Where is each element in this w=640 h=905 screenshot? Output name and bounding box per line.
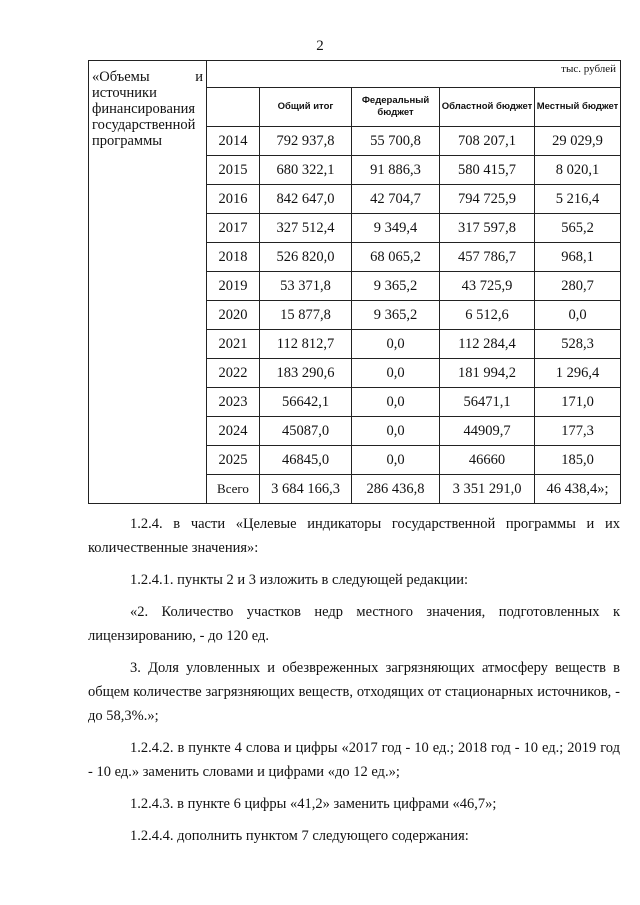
financing-table bbox=[88, 60, 621, 504]
federal-cell: 91 886,3 bbox=[352, 156, 440, 185]
total-cell: 46845,0 bbox=[260, 446, 352, 475]
total-cell: 327 512,4 bbox=[260, 214, 352, 243]
regional-cell: 112 284,4 bbox=[440, 330, 535, 359]
paragraph-1-2-4-1: 1.2.4.1. пункты 2 и 3 изложить в следующей редакции: bbox=[130, 572, 469, 588]
total-cell: 45087,0 bbox=[260, 417, 352, 446]
year-cell: 2020 bbox=[207, 301, 260, 330]
year-cell: 2022 bbox=[207, 359, 260, 388]
lead-label-first-tail: и bbox=[195, 69, 203, 85]
year-cell: 2025 bbox=[207, 446, 260, 475]
year-cell: 2018 bbox=[207, 243, 260, 272]
total-cell: 15 877,8 bbox=[260, 301, 352, 330]
total-cell: 526 820,0 bbox=[260, 243, 352, 272]
local-cell: 8 020,1 bbox=[535, 156, 621, 185]
total-cell: 53 371,8 bbox=[260, 272, 352, 301]
regional-cell: 181 994,2 bbox=[440, 359, 535, 388]
header-local: Местный бюджет bbox=[535, 88, 621, 127]
total-cell: 792 937,8 bbox=[260, 127, 352, 156]
local-cell: 185,0 bbox=[535, 446, 621, 475]
local-cell: 1 296,4 bbox=[535, 359, 621, 388]
paragraph-item-2: «2. Количество участков недр местного значения, подготовленных к лицензированию, - до 120 ед. bbox=[88, 604, 620, 644]
federal-cell: 55 700,8 bbox=[352, 127, 440, 156]
local-cell: 177,3 bbox=[535, 417, 621, 446]
local-cell: 565,2 bbox=[535, 214, 621, 243]
year-cell: 2024 bbox=[207, 417, 260, 446]
federal-cell: 9 365,2 bbox=[352, 301, 440, 330]
total-cell: 3 684 166,3 bbox=[260, 475, 352, 504]
total-cell: 842 647,0 bbox=[260, 185, 352, 214]
paragraph-item-3: 3. Доля уловленных и обезвреженных загрязняющих атмосферу веществ в общем количестве загрязняющих веществ, отходящих от стационарных источников, - до 58,3%.»; bbox=[88, 660, 620, 724]
header-total: Общий итог bbox=[260, 88, 352, 127]
federal-cell: 0,0 bbox=[352, 388, 440, 417]
table-lead-cell bbox=[89, 61, 207, 504]
total-cell: 112 812,7 bbox=[260, 330, 352, 359]
regional-cell: 43 725,9 bbox=[440, 272, 535, 301]
regional-cell: 317 597,8 bbox=[440, 214, 535, 243]
year-cell: 2016 bbox=[207, 185, 260, 214]
local-cell: 528,3 bbox=[535, 330, 621, 359]
regional-cell: 457 786,7 bbox=[440, 243, 535, 272]
regional-cell: 44909,7 bbox=[440, 417, 535, 446]
header-empty-cell bbox=[207, 88, 260, 127]
year-cell: 2015 bbox=[207, 156, 260, 185]
year-cell: 2017 bbox=[207, 214, 260, 243]
year-cell: 2014 bbox=[207, 127, 260, 156]
federal-cell: 286 436,8 bbox=[352, 475, 440, 504]
federal-cell: 9 365,2 bbox=[352, 272, 440, 301]
text-block bbox=[88, 512, 620, 848]
federal-cell: 42 704,7 bbox=[352, 185, 440, 214]
unit-label: тыс. рублей bbox=[207, 61, 621, 88]
paragraph-1-2-4-4: 1.2.4.4. дополнить пунктом 7 следующего содержания: bbox=[130, 828, 469, 844]
total-cell: 183 290,6 bbox=[260, 359, 352, 388]
local-cell: 29 029,9 bbox=[535, 127, 621, 156]
header-regional: Областной бюджет bbox=[440, 88, 535, 127]
federal-cell: 9 349,4 bbox=[352, 214, 440, 243]
regional-cell: 46660 bbox=[440, 446, 535, 475]
local-cell: 968,1 bbox=[535, 243, 621, 272]
federal-cell: 0,0 bbox=[352, 330, 440, 359]
federal-cell: 0,0 bbox=[352, 417, 440, 446]
regional-cell: 708 207,1 bbox=[440, 127, 535, 156]
federal-cell: 0,0 bbox=[352, 359, 440, 388]
local-cell: 5 216,4 bbox=[535, 185, 621, 214]
federal-cell: 68 065,2 bbox=[352, 243, 440, 272]
lead-label-first: «Объемы bbox=[92, 69, 150, 85]
header-federal: Федеральный бюджет bbox=[352, 88, 440, 127]
regional-cell: 56471,1 bbox=[440, 388, 535, 417]
year-cell: 2023 bbox=[207, 388, 260, 417]
year-cell: 2021 bbox=[207, 330, 260, 359]
regional-cell: 794 725,9 bbox=[440, 185, 535, 214]
paragraph-1-2-4-3: 1.2.4.3. в пункте 6 цифры «41,2» заменить цифрами «46,7»; bbox=[130, 796, 497, 812]
total-cell: 56642,1 bbox=[260, 388, 352, 417]
total-cell: 680 322,1 bbox=[260, 156, 352, 185]
local-cell: 171,0 bbox=[535, 388, 621, 417]
local-cell: 46 438,4»; bbox=[535, 475, 621, 504]
page-number: 2 bbox=[316, 38, 324, 54]
paragraph-1-2-4-2: 1.2.4.2. в пункте 4 слова и цифры «2017 год - 10 ед.; 2018 год - 10 ед.; 2019 год - 10 ед.» заменить словами и цифрами «до 12 ед.»; bbox=[88, 740, 620, 780]
year-cell: Всего bbox=[207, 475, 260, 504]
regional-cell: 580 415,7 bbox=[440, 156, 535, 185]
year-cell: 2019 bbox=[207, 272, 260, 301]
regional-cell: 3 351 291,0 bbox=[440, 475, 535, 504]
regional-cell: 6 512,6 bbox=[440, 301, 535, 330]
local-cell: 0,0 bbox=[535, 301, 621, 330]
lead-label-rest: источники финансирования государственной программы bbox=[92, 85, 196, 149]
paragraph-1-2-4: 1.2.4. в части «Целевые индикаторы государственной программы и их количественные значения»: bbox=[88, 516, 620, 556]
local-cell: 280,7 bbox=[535, 272, 621, 301]
federal-cell: 0,0 bbox=[352, 446, 440, 475]
